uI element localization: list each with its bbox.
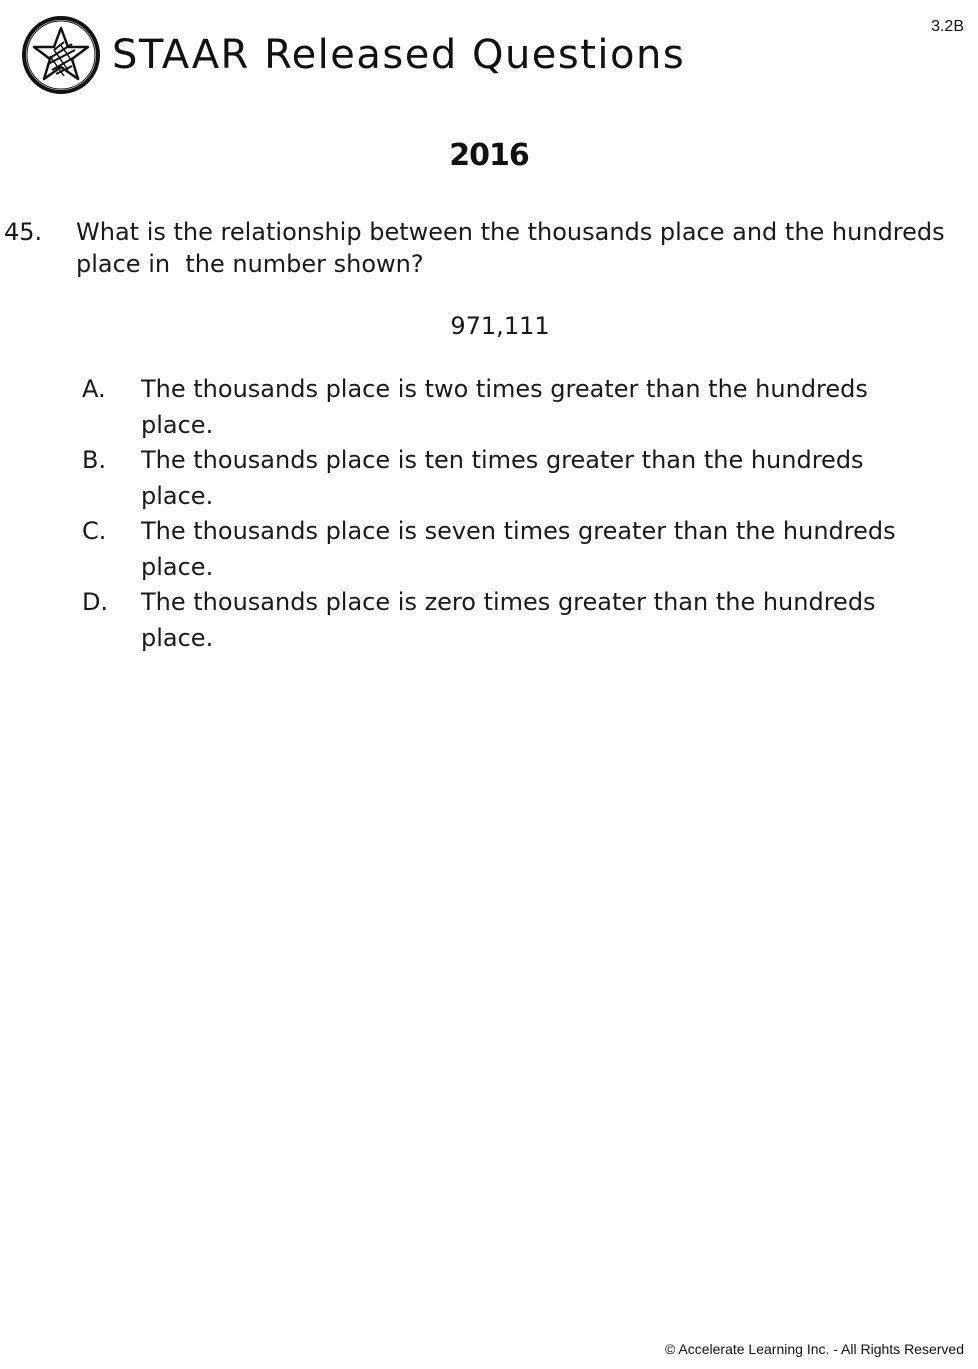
year-heading: 2016	[449, 138, 529, 173]
answer-choice-c[interactable]	[82, 514, 960, 585]
choice-letter: A.	[82, 375, 106, 403]
choice-letter: B.	[82, 446, 107, 474]
choice-text: The thousands place is ten times greater than the hundreds place.	[141, 446, 864, 510]
question-text: What is the relationship between the thousands place and the hundreds place in the number shown?	[76, 218, 953, 278]
answer-choice-a[interactable]	[82, 372, 960, 443]
question-row	[0, 216, 960, 280]
choice-letter: D.	[82, 588, 109, 616]
standard-code: 3.2B	[931, 18, 964, 35]
copyright-footer: © Accelerate Learning Inc. - All Rights Reserved	[664, 1341, 964, 1357]
choice-text: The thousands place is zero times greater than the hundreds place.	[141, 588, 876, 652]
star-circle-icon	[20, 14, 102, 96]
answer-choice-d[interactable]	[82, 585, 960, 656]
page-title: STAAR Released Questions	[112, 32, 686, 78]
answer-choices	[0, 372, 960, 656]
choice-text: The thousands place is seven times greater than the hundreds place.	[141, 517, 896, 581]
page-header	[20, 14, 685, 96]
question-block	[0, 216, 960, 656]
number-shown: 971,111	[450, 312, 550, 340]
choice-text: The thousands place is two times greater than the hundreds place.	[141, 375, 868, 439]
question-number: 45.	[4, 218, 43, 246]
answer-choice-b[interactable]	[82, 443, 960, 514]
choice-letter: C.	[82, 517, 107, 545]
